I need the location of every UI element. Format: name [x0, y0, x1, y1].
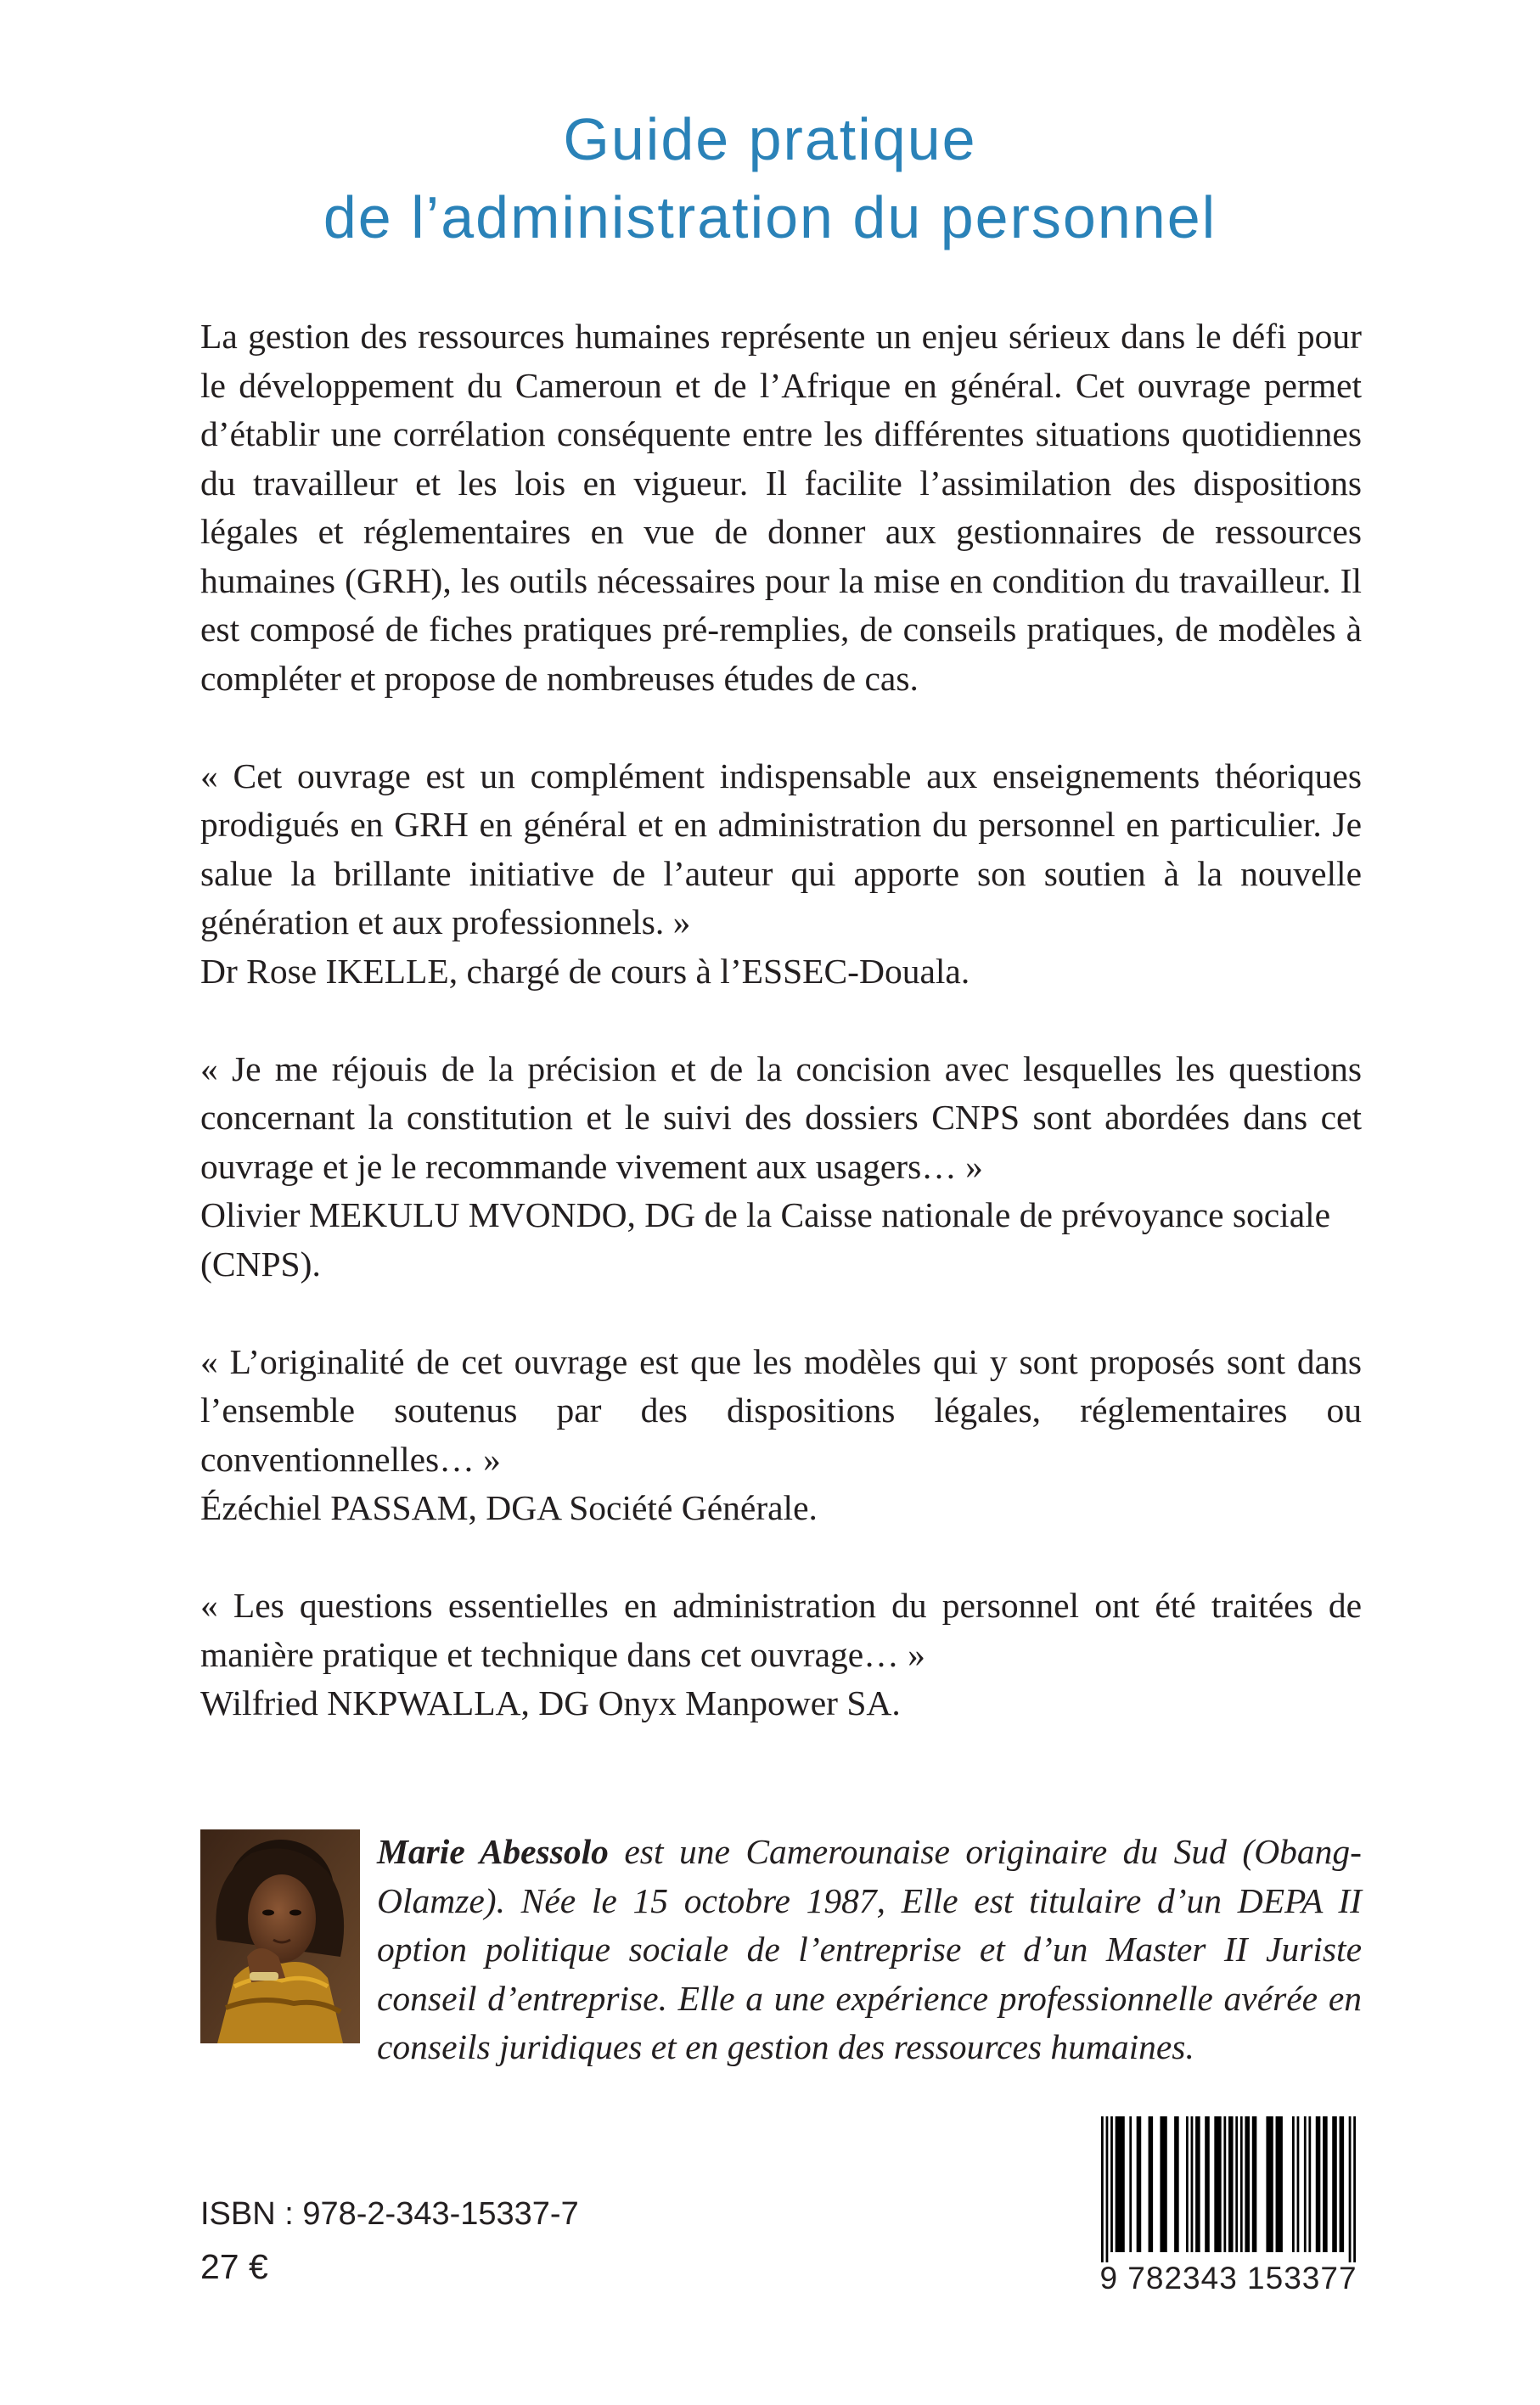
barcode-bar — [1228, 2116, 1234, 2252]
barcode — [1092, 2116, 1365, 2299]
barcode-bar — [1349, 2116, 1352, 2262]
barcode-bar — [1297, 2116, 1300, 2252]
author-section — [200, 1828, 1363, 2066]
testimonial — [200, 1338, 1362, 1533]
testimonial-author: Wilfried NKPWALLA, DG Onyx Manpower SA. — [200, 1683, 901, 1722]
barcode-bar — [1240, 2116, 1243, 2252]
barcode-bar — [1340, 2116, 1345, 2252]
barcode-digits: 9 782343 153377 — [1099, 2261, 1357, 2295]
barcode-bar — [1106, 2116, 1109, 2262]
barcode-bar — [1195, 2116, 1200, 2252]
barcode-bar — [1316, 2116, 1321, 2252]
barcode-bars — [1092, 2116, 1365, 2262]
barcode-bar — [1137, 2116, 1142, 2252]
back-cover-text — [200, 312, 1362, 1728]
barcode-bar — [1186, 2116, 1189, 2252]
barcode-bar — [1276, 2116, 1283, 2252]
title-line-1: Guide pratique — [563, 106, 977, 172]
testimonial-quote: « Je me réjouis de la précision et de la concision avec lesquelles les questions concernant la constitution et le suivi des dossiers CNPS sont abordées dans cet ouvrage et je le recommande vivement aux usagers… » — [200, 1048, 1362, 1186]
title-line-2: de l’administration du personnel — [323, 184, 1217, 250]
testimonial — [200, 752, 1362, 997]
barcode-bar — [1245, 2116, 1250, 2252]
testimonial-author: Dr Rose IKELLE, chargé de cours à l’ESSEC-Douala. — [200, 951, 970, 991]
testimonial-author: Olivier MEKULU MVONDO, DG de la Caisse nationale de prévoyance sociale (CNPS). — [200, 1195, 1331, 1284]
testimonial-quote: « Cet ouvrage est un complément indispensable aux enseignements théoriques prodigués en GRH en général et en administration du personnel en particulier. Je salue la brillante initiative de l’auteur qui apporte son soutien à la nouvelle génération et aux professionnels. » — [200, 756, 1362, 941]
barcode-bar — [1304, 2116, 1307, 2252]
barcode-bar — [1205, 2116, 1210, 2252]
barcode-bar — [1110, 2116, 1113, 2252]
barcode-bar — [1252, 2116, 1257, 2252]
barcode-bar — [1160, 2116, 1166, 2252]
testimonial-quote: « L’originalité de cet ouvrage est que les modèles qui y sont proposés sont dans l’ensemble soutenus par des dispositions légales, réglementaires ou conventionnelles… » — [200, 1341, 1362, 1479]
barcode-bar — [1223, 2116, 1226, 2252]
testimonial-quote: « Les questions essentielles en administration du personnel ont été traitées de manière pratique et technique dans cet ouvrage… » — [200, 1586, 1362, 1674]
testimonial-author: Ézéchiel PASSAM, DGA Société Générale. — [200, 1488, 818, 1527]
book-title — [0, 100, 1540, 256]
testimonial — [200, 1045, 1362, 1290]
barcode-bar — [1235, 2116, 1238, 2252]
barcode-bar — [1292, 2116, 1295, 2252]
author-bio-text: est une Camerounaise originaire du Sud (Obang-Olamze). Née le 15 octobre 1987, Elle est titulaire d’un DEPA II option politique sociale de l’entreprise et d’un Master II Juriste conseil d’entreprise. Elle a une expérience professionnelle avérée en conseils juridiques et en gestion des ressources humaines. — [377, 1832, 1363, 2066]
isbn: ISBN : 978-2-343-15337-7 — [200, 2196, 579, 2232]
testimonial — [200, 1582, 1362, 1728]
author-biography — [377, 1828, 1362, 2072]
barcode-bar — [1149, 2116, 1154, 2252]
barcode-bar — [1191, 2116, 1194, 2252]
barcode-bar — [1174, 2116, 1179, 2252]
price: 27 € — [200, 2247, 268, 2286]
barcode-bar — [1308, 2116, 1311, 2252]
barcode-bar — [1353, 2116, 1356, 2262]
barcode-bar — [1332, 2116, 1337, 2252]
author-photo — [200, 1829, 360, 2043]
barcode-bar — [1129, 2116, 1132, 2252]
summary-paragraph: La gestion des ressources humaines représente un enjeu sérieux dans le défi pour le développement du Cameroun et de l’Afrique en général. Cet ouvrage permet d’établir une corrélation conséquente entre les différentes situations quotidiennes du travailleur et les lois en vigueur. Il facilite l’assimilation des dispositions légales et réglementaires en vue de donner aux gestionnaires de ressources humaines (GRH), les outils nécessaires pour la mise en condition du travailleur. Il est composé de fiches pratiques pré-remplies, de conseils pratiques, de modèles à compléter et propose de nombreuses études de cas. — [200, 317, 1362, 698]
barcode-bar — [1214, 2116, 1221, 2252]
barcode-bar — [1266, 2116, 1273, 2252]
barcode-bar — [1101, 2116, 1104, 2262]
barcode-bar — [1116, 2116, 1125, 2252]
barcode-bar — [1323, 2116, 1328, 2252]
author-name: Marie Abessolo — [377, 1832, 609, 1871]
